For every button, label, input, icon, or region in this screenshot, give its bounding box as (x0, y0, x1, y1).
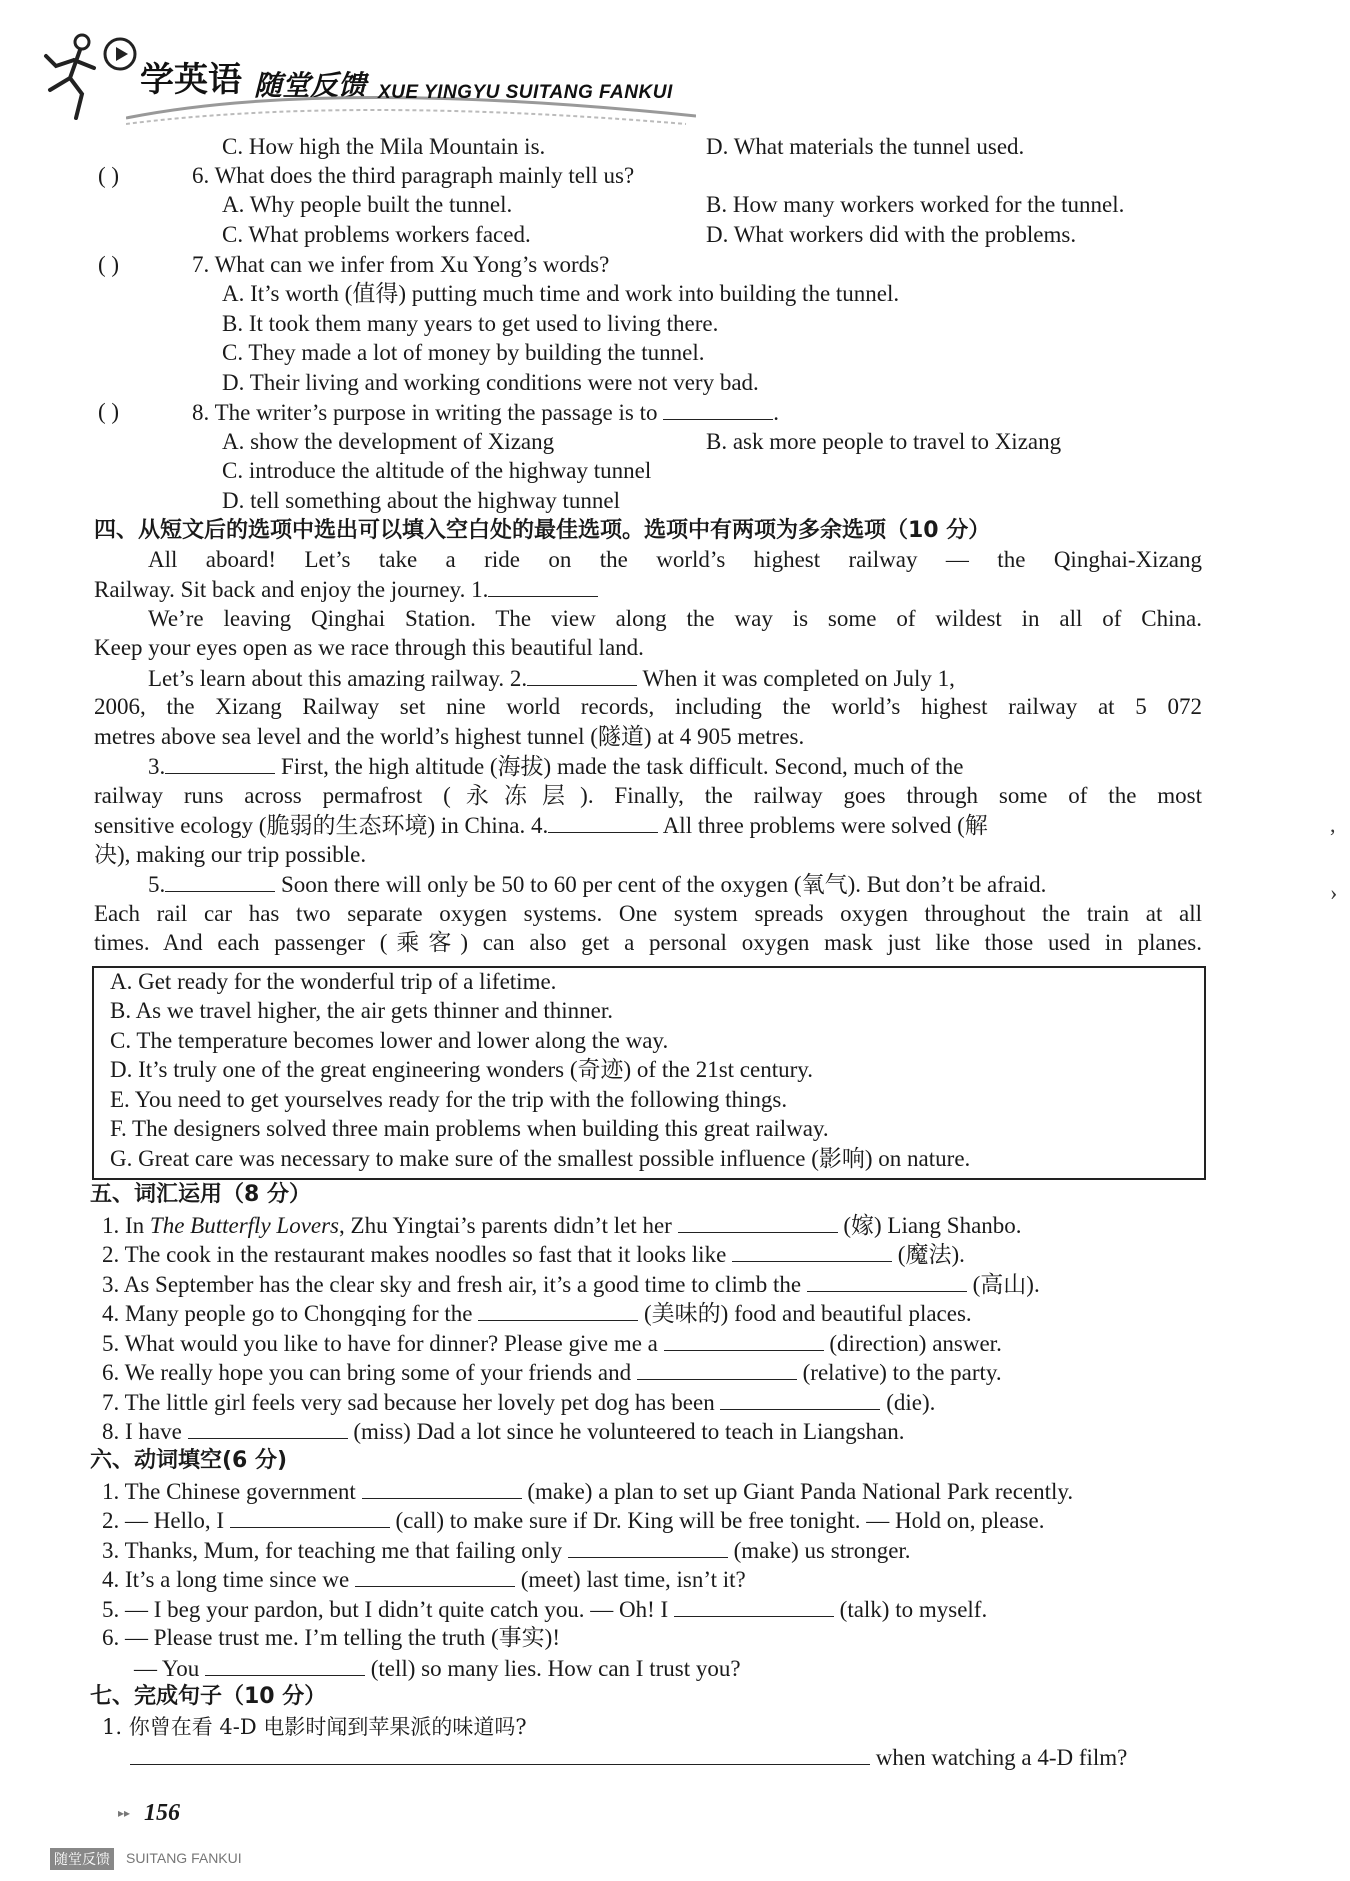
passage-p5-line2: Each rail car has two separate oxygen systems. One system spreads oxygen throughout the train at all (94, 901, 1202, 926)
q6-answer-paren[interactable]: ( ) (98, 163, 120, 188)
passage-p4-line3 (94, 810, 988, 841)
vocab-8-text: 8. I have (102, 1419, 182, 1444)
footer-brand-en: SUITANG FANKUI (126, 1850, 242, 1866)
verb-4-blank[interactable] (355, 1564, 515, 1587)
section-6-title: 六、动词填空(6 分) (90, 1448, 288, 1473)
q8-option-d: D. tell something about the highway tunnel (222, 488, 620, 513)
brand-pinyin: XUE YINGYU SUITANG FANKUI (378, 82, 673, 103)
verb-5-text: 5. — I beg your pardon, but I didn’t quite catch you. — Oh! I (102, 1597, 669, 1622)
vocab-5-hint: (direction) answer. (829, 1331, 1002, 1356)
brand-title: 学英语 (140, 60, 242, 100)
q7-answer-paren[interactable]: ( ) (98, 252, 120, 277)
option-c: C. The temperature becomes lower and lower along the way. (110, 1028, 669, 1053)
vocab-1-prefix: 1. In (102, 1213, 150, 1238)
q8-blank[interactable] (663, 397, 773, 420)
blank-5-label: 5. (148, 872, 166, 897)
vocab-item-4 (102, 1298, 972, 1329)
vocab-item-7 (102, 1387, 935, 1418)
passage-p4-text-b: All three problems were solved (解 (662, 813, 988, 838)
blank-4-label: 4. (530, 813, 549, 838)
q7-option-d: D. Their living and working conditions were not very bad. (222, 370, 759, 395)
blank-3-label: 3. (148, 754, 166, 779)
vocab-7-hint: (die). (886, 1390, 936, 1415)
verb-item-1 (102, 1476, 1073, 1507)
page-header (36, 14, 1326, 122)
passage-p3-line1 (148, 663, 955, 694)
vocab-5-blank[interactable] (664, 1328, 824, 1351)
footer-brand-cn: 随堂反馈 (50, 1848, 114, 1870)
verb-6-hint: (tell) so many lies. How can I trust you? (370, 1656, 741, 1681)
verb-1-hint: (make) a plan to set up Giant Panda National Park recently. (527, 1479, 1074, 1504)
verb-3-hint: (make) us stronger. (733, 1538, 911, 1563)
passage-p4-text: First, the high altitude (海拔) made the task difficult. Second, much of the (281, 754, 964, 779)
vocab-2-blank[interactable] (732, 1239, 892, 1262)
blank-2-label: 2. (509, 666, 528, 691)
verb-2-text: 2. — Hello, I (102, 1508, 225, 1533)
vocab-4-hint: (美味的) food and beautiful places. (644, 1301, 972, 1326)
vocab-3-blank[interactable] (807, 1269, 967, 1292)
vocab-item-1 (102, 1210, 1022, 1241)
page-footer (50, 1800, 450, 1880)
blank-4[interactable] (548, 810, 658, 833)
passage-p4-line2: railway runs across permafrost (永冻层). Finally, the railway goes through some of the most (94, 783, 1202, 808)
brand-subtitle: 随堂反馈 (254, 69, 367, 102)
page-number: 156 (144, 1800, 180, 1826)
verb-6-text: — You (134, 1656, 200, 1681)
translate-q1-tail: when watching a 4-D film? (875, 1745, 1128, 1770)
blank-3[interactable] (165, 751, 275, 774)
passage-p4-line1 (148, 751, 963, 782)
option-b: B. As we travel higher, the air gets thinner and thinner. (110, 998, 614, 1023)
passage-p3-text-a: Let’s learn about this amazing railway. (148, 666, 505, 691)
q8-stem (192, 397, 779, 428)
verb-item-4 (102, 1564, 746, 1595)
verb-3-text: 3. Thanks, Mum, for teaching me that failing only (102, 1538, 563, 1563)
section-4-title: 四、从短文后的选项中选出可以填入空白处的最佳选项。选项中有两项为多余选项（10 分） (94, 518, 991, 543)
vocab-item-5 (102, 1328, 1002, 1359)
verb-item-6-reply (134, 1653, 741, 1684)
option-d: D. It’s truly one of the great engineering wonders (奇迹) of the 21st century. (110, 1057, 814, 1082)
verb-2-blank[interactable] (230, 1505, 390, 1528)
passage-p3-line2: 2006, the Xizang Railway set nine world records, including the world’s highest railway at 5 072 (94, 694, 1202, 719)
vocab-6-blank[interactable] (637, 1357, 797, 1380)
vocab-7-blank[interactable] (720, 1387, 880, 1410)
q6-option-a: A. Why people built the tunnel. (222, 192, 513, 217)
vocab-2-text: 2. The cook in the restaurant makes noodles so fast that it looks like (102, 1242, 727, 1267)
q8-option-b: B. ask more people to travel to Xizang (706, 429, 1062, 454)
vocab-1-blank[interactable] (678, 1210, 838, 1233)
vocab-item-8 (102, 1416, 905, 1447)
passage-p5-line3: times. And each passenger (乘客) can also get a personal oxygen mask just like those used in planes. (94, 930, 1202, 955)
runner-logo-icon (36, 32, 106, 122)
q6-stem: 6. What does the third paragraph mainly tell us? (192, 163, 635, 188)
footer-arrows-icon: ▸▸ (118, 1806, 131, 1820)
vocab-2-hint: (魔法). (897, 1242, 965, 1267)
passage-p4-line4: 决), making our trip possible. (94, 842, 367, 867)
verb-4-hint: (meet) last time, isn’t it? (520, 1567, 746, 1592)
verb-1-blank[interactable] (362, 1476, 522, 1499)
q7-option-c: C. They made a lot of money by building the tunnel. (222, 340, 705, 365)
vocab-5-text: 5. What would you like to have for dinner? Please give me a (102, 1331, 658, 1356)
verb-item-2 (102, 1505, 1044, 1536)
margin-mark: , (1330, 812, 1336, 837)
q8-option-c: C. introduce the altitude of the highway tunnel (222, 458, 652, 483)
vocab-item-2 (102, 1239, 965, 1270)
vocab-7-text: 7. The little girl feels very sad because her lovely pet dog has been (102, 1390, 715, 1415)
vocab-3-text: 3. As September has the clear sky and fresh air, it’s a good time to climb the (102, 1272, 802, 1297)
option-a: A. Get ready for the wonderful trip of a lifetime. (110, 969, 557, 994)
translate-q1: 1. 你曾在看 4-D 电影时闻到苹果派的味道吗? (102, 1715, 527, 1739)
vocab-6-text: 6. We really hope you can bring some of your friends and (102, 1360, 632, 1385)
verb-6-blank[interactable] (205, 1653, 365, 1676)
q7-stem: 7. What can we infer from Xu Yong’s words? (192, 252, 610, 277)
q5-option-d: D. What materials the tunnel used. (706, 134, 1025, 159)
verb-1-text: 1. The Chinese government (102, 1479, 356, 1504)
blank-1[interactable] (488, 574, 598, 597)
vocab-1-title: The Butterfly Lovers (149, 1213, 340, 1238)
q8-option-a: A. show the development of Xizang (222, 429, 555, 454)
q8-answer-paren[interactable]: ( ) (98, 399, 120, 424)
q5-option-c: C. How high the Mila Mountain is. (222, 134, 546, 159)
passage-p2-line1: We’re leaving Qinghai Station. The view along the way is some of wildest in all of China. (148, 606, 1202, 631)
q8-stem-period: . (773, 400, 779, 425)
passage-p2-line2: Keep your eyes open as we race through this beautiful land. (94, 635, 644, 660)
translate-q1-blank[interactable] (130, 1742, 870, 1765)
q7-option-b: B. It took them many years to get used to living there. (222, 311, 719, 336)
vocab-8-blank[interactable] (188, 1416, 348, 1439)
passage-p3-line3: metres above sea level and the world’s highest tunnel (隧道) at 4 905 metres. (94, 724, 805, 749)
verb-4-text: 4. It’s a long time since we (102, 1567, 350, 1592)
vocab-1-text: , Zhu Yingtai’s parents didn’t let her (339, 1213, 672, 1238)
verb-2-hint: (call) to make sure if Dr. King will be free tonight. — Hold on, please. (395, 1508, 1045, 1533)
vocab-6-hint: (relative) to the party. (802, 1360, 1002, 1385)
passage-p1-line2 (94, 574, 598, 605)
passage-p3-text-b: When it was completed on July 1, (642, 666, 955, 691)
vocab-1-hint: (嫁) Liang Shanbo. (843, 1213, 1022, 1238)
play-circle-icon (102, 36, 138, 72)
blank-5[interactable] (165, 869, 275, 892)
passage-p5-line1 (148, 869, 1046, 900)
q6-option-d: D. What workers did with the problems. (706, 222, 1077, 247)
passage-p5-text: Soon there will only be 50 to 60 per cent of the oxygen (氧气). But don’t be afraid. (281, 872, 1047, 897)
verb-item-5 (102, 1594, 987, 1625)
section-7-title: 七、完成句子（10 分） (90, 1684, 327, 1709)
q6-option-b: B. How many workers worked for the tunnel. (706, 192, 1125, 217)
vocab-4-text: 4. Many people go to Chongqing for the (102, 1301, 473, 1326)
vocab-item-6 (102, 1357, 1002, 1388)
passage-p4-text-a: sensitive ecology (脆弱的生态环境) in China. (94, 813, 526, 838)
option-e: E. You need to get yourselves ready for the trip with the following things. (110, 1087, 788, 1112)
vocab-4-blank[interactable] (478, 1298, 638, 1321)
section-5-title: 五、词汇运用（8 分） (90, 1182, 311, 1207)
translate-q1-answer (130, 1742, 1127, 1773)
verb-5-blank[interactable] (674, 1594, 834, 1617)
verb-3-blank[interactable] (568, 1535, 728, 1558)
verb-5-hint: (talk) to myself. (839, 1597, 988, 1622)
vocab-8-hint: (miss) Dad a lot since he volunteered to teach in Liangshan. (353, 1419, 905, 1444)
q8-stem-text: 8. The writer’s purpose in writing the passage is to (192, 400, 658, 425)
verb-item-3 (102, 1535, 911, 1566)
passage-p1-text: Railway. Sit back and enjoy the journey. (94, 577, 466, 602)
vocab-3-hint: (高山). (972, 1272, 1040, 1297)
margin-mark: › (1330, 880, 1338, 905)
blank-2[interactable] (527, 663, 637, 686)
q7-option-a: A. It’s worth (值得) putting much time and work into building the tunnel. (222, 281, 900, 306)
vocab-item-3 (102, 1269, 1040, 1300)
blank-1-label: 1. (471, 577, 489, 602)
passage-p1-line1: All aboard! Let’s take a ride on the world’s highest railway — the Qinghai-Xizang (148, 547, 1202, 572)
option-f: F. The designers solved three main problems when building this great railway. (110, 1116, 829, 1141)
option-g: G. Great care was necessary to make sure of the smallest possible influence (影响) on nature. (110, 1146, 971, 1171)
q6-option-c: C. What problems workers faced. (222, 222, 531, 247)
verb-item-6: 6. — Please trust me. I’m telling the truth (事实)! (102, 1625, 560, 1650)
